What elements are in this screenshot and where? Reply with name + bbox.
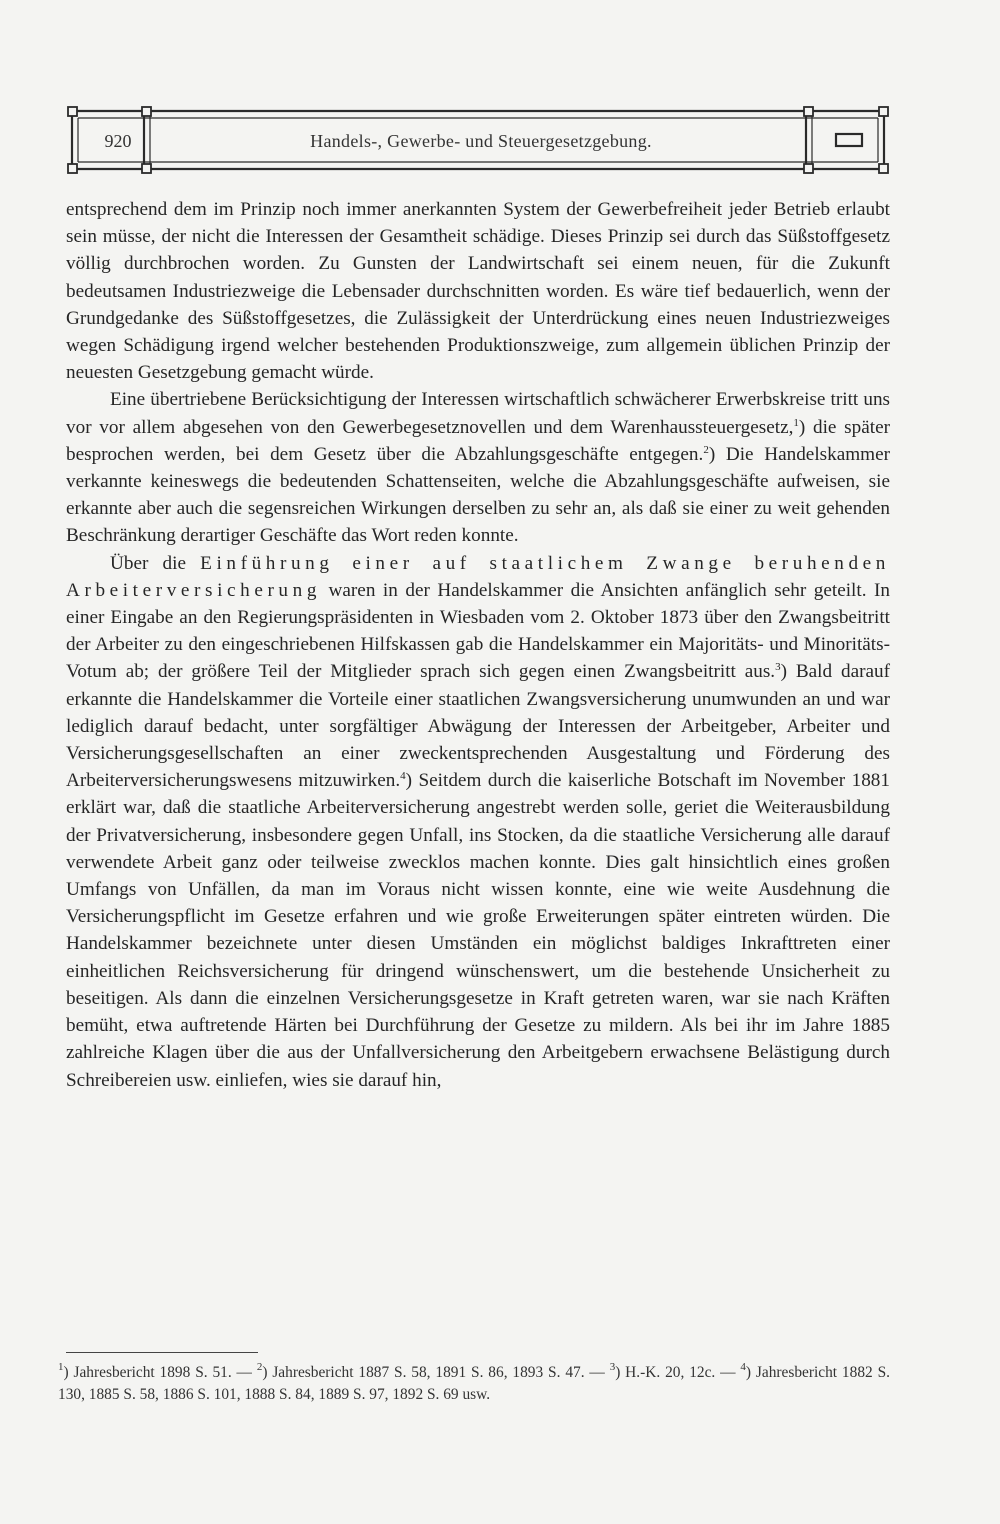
footnote-separator [66,1352,258,1353]
page-number: 920 [104,131,132,151]
paragraph-3 [66,550,890,1094]
footnote-ref-1: 1 [793,416,799,429]
paragraph-text: Über die [110,552,201,574]
paragraph-text: waren in der Handelskammer die Ansichten anfänglich sehr geteilt. In einer Eingabe an den Regierungspräsidenten in Wiesbaden vom 2. Oktober 1873 über den Zwangsbeitritt der Arbeiter zu den eingeschriebenen Hilfskassen gab die Handelskammer ein Majoritäts- und Minoritäts-Votum ab; der größere Teil der Mitglieder sprach sich gegen einen Zwangsbeitritt aus. [66,579,890,683]
footnote-ref-4: 4 [400,770,406,783]
running-title: Handels-, Gewerbe- und Steuergesetzgebung. [310,131,652,151]
paragraph-2 [66,386,890,549]
footnote-2: ) Jahresbericht 1887 S. 58, 1891 S. 86, 1893 S. 47. — [262,1364,610,1381]
footnote-3: ) H.-K. 20, 12c. — [615,1364,741,1381]
paragraph-text: ) Seitdem durch die kaiserliche Botschaft im November 1881 erklärt war, daß die staatliche Arbeiterversicherung angestrebt werden solle, geriet die Weiterausbildung der Privatversicherung, insbesondere gegen Unfall, ins Stocken, da die staatliche Versicherung alle darauf verwendete Arbeit ganz oder teilweise zwecklos machen konnte. Dies galt hinsichtlich eines großen Umfangs von Unfällen, da man im Voraus nicht wissen konnte, eine wie weite Ausdehnung die Versicherungspflicht im Gesetze erfahren und wie große Erweiterungen später eintreten würden. Die Handelskammer bezeichnete unter diesen Umständen ein möglichst baldiges Inkrafttreten einer einheitlichen Reichsversicherung für dringend wünschenswert, um die bestehende Unsicherheit zu beseitigen. Als dann die einzelnen Versicherungsgesetze in Kraft getreten waren, war sie nach Kräften bemüht, etwa auftretende Härten bei Durchführung der Gesetze zu mildern. Als bei ihr im Jahre 1885 zahlreiche Klagen über die aus der Unfallversicherung den Arbeitgebern erwachsene Belästigung durch Schreibereien usw. einliefen, wies sie darauf hin, [66,770,890,1091]
footnote-4: ) Jahresbericht 1882 S. 130, 1885 S. 58, 1886 S. 101, 1888 S. 84, 1889 S. 97, 1892 S. 69 usw. [58,1364,890,1403]
body-text [66,196,890,1094]
paragraph-text: Eine übertriebene Berücksichtigung der Interessen wirtschaftlich schwächerer Erwerbskreise tritt uns vor vor allem abgesehen von den Gewerbegesetznovellen und dem Warenhaussteuergesetz, [66,389,890,438]
emphasized-phrase: Einführung einer auf staatlichem Zwange beruhenden Arbeiterversicherung [66,552,890,601]
paragraph-1 [66,196,890,386]
paragraph-text: ) die später besprochen werden, bei dem Gesetz über die Abzahlungsgeschäfte entgegen. [66,416,890,465]
footnote-marker-4: 4 [740,1361,746,1373]
footnote-1: ) Jahresbericht 1898 S. 51. — [63,1364,257,1381]
paragraph-text: ) Bald darauf erkannte die Handelskammer die Vorteile einer staatlichen Zwangsversicherung unumwunden an und war lediglich darauf bedacht, unter sorgfältiger Abwägung der Interessen der Arbeitgeber, Arbeiter und Versicherungsgesellschaften an einer zweckentsprechenden Ausgestaltung und Förderung des Arbeiterversicherungswesens mitzuwirken. [66,661,890,792]
footnote-ref-3: 3 [775,661,781,674]
footnote-ref-2: 2 [703,443,709,456]
footnote-marker-1: 1 [58,1361,64,1373]
footnote-marker-2: 2 [256,1361,263,1373]
footnote-marker-3: 3 [609,1361,616,1373]
page-header [66,106,890,174]
footnote-text [58,1362,890,1406]
footnotes [58,1362,890,1406]
paragraph-text: ) Die Handelskammer verkannte keineswegs die bedeutenden Schattenseiten, welche die Abzahlungsgeschäfte aufweisen, sie erkannte aber auch die segensreichen Wirkungen derselben zu sehr an, als daß sie einer zu weit gehenden Beschränkung derartiger Geschäfte das Wort reden konnte. [66,443,890,547]
paragraph-text: entsprechend dem im Prinzip noch immer anerkannten System der Gewerbefreiheit jeder Betrieb erlaubt sein müsse, der nicht die Interessen der Gesamtheit schädige. Dieses Prinzip sei durch das Süßstoffgesetz völlig durchbrochen worden. Zu Gunsten der Landwirtschaft sei einem neuen, für die Zukunft bedeutsamen Industriezweige die Lebensader durchschnitten worden. Es wäre tief bedauerlich, wenn der Grundgedanke des Süßstoffgesetzes, die Zulässigkeit der Unterdrückung eines neuen Industriezweiges wegen Schädigung irgend welcher bestehenden Produktionszweige, zum allgemein üblichen Prinzip der neuesten Gesetzgebung gemacht würde. [66,199,890,384]
